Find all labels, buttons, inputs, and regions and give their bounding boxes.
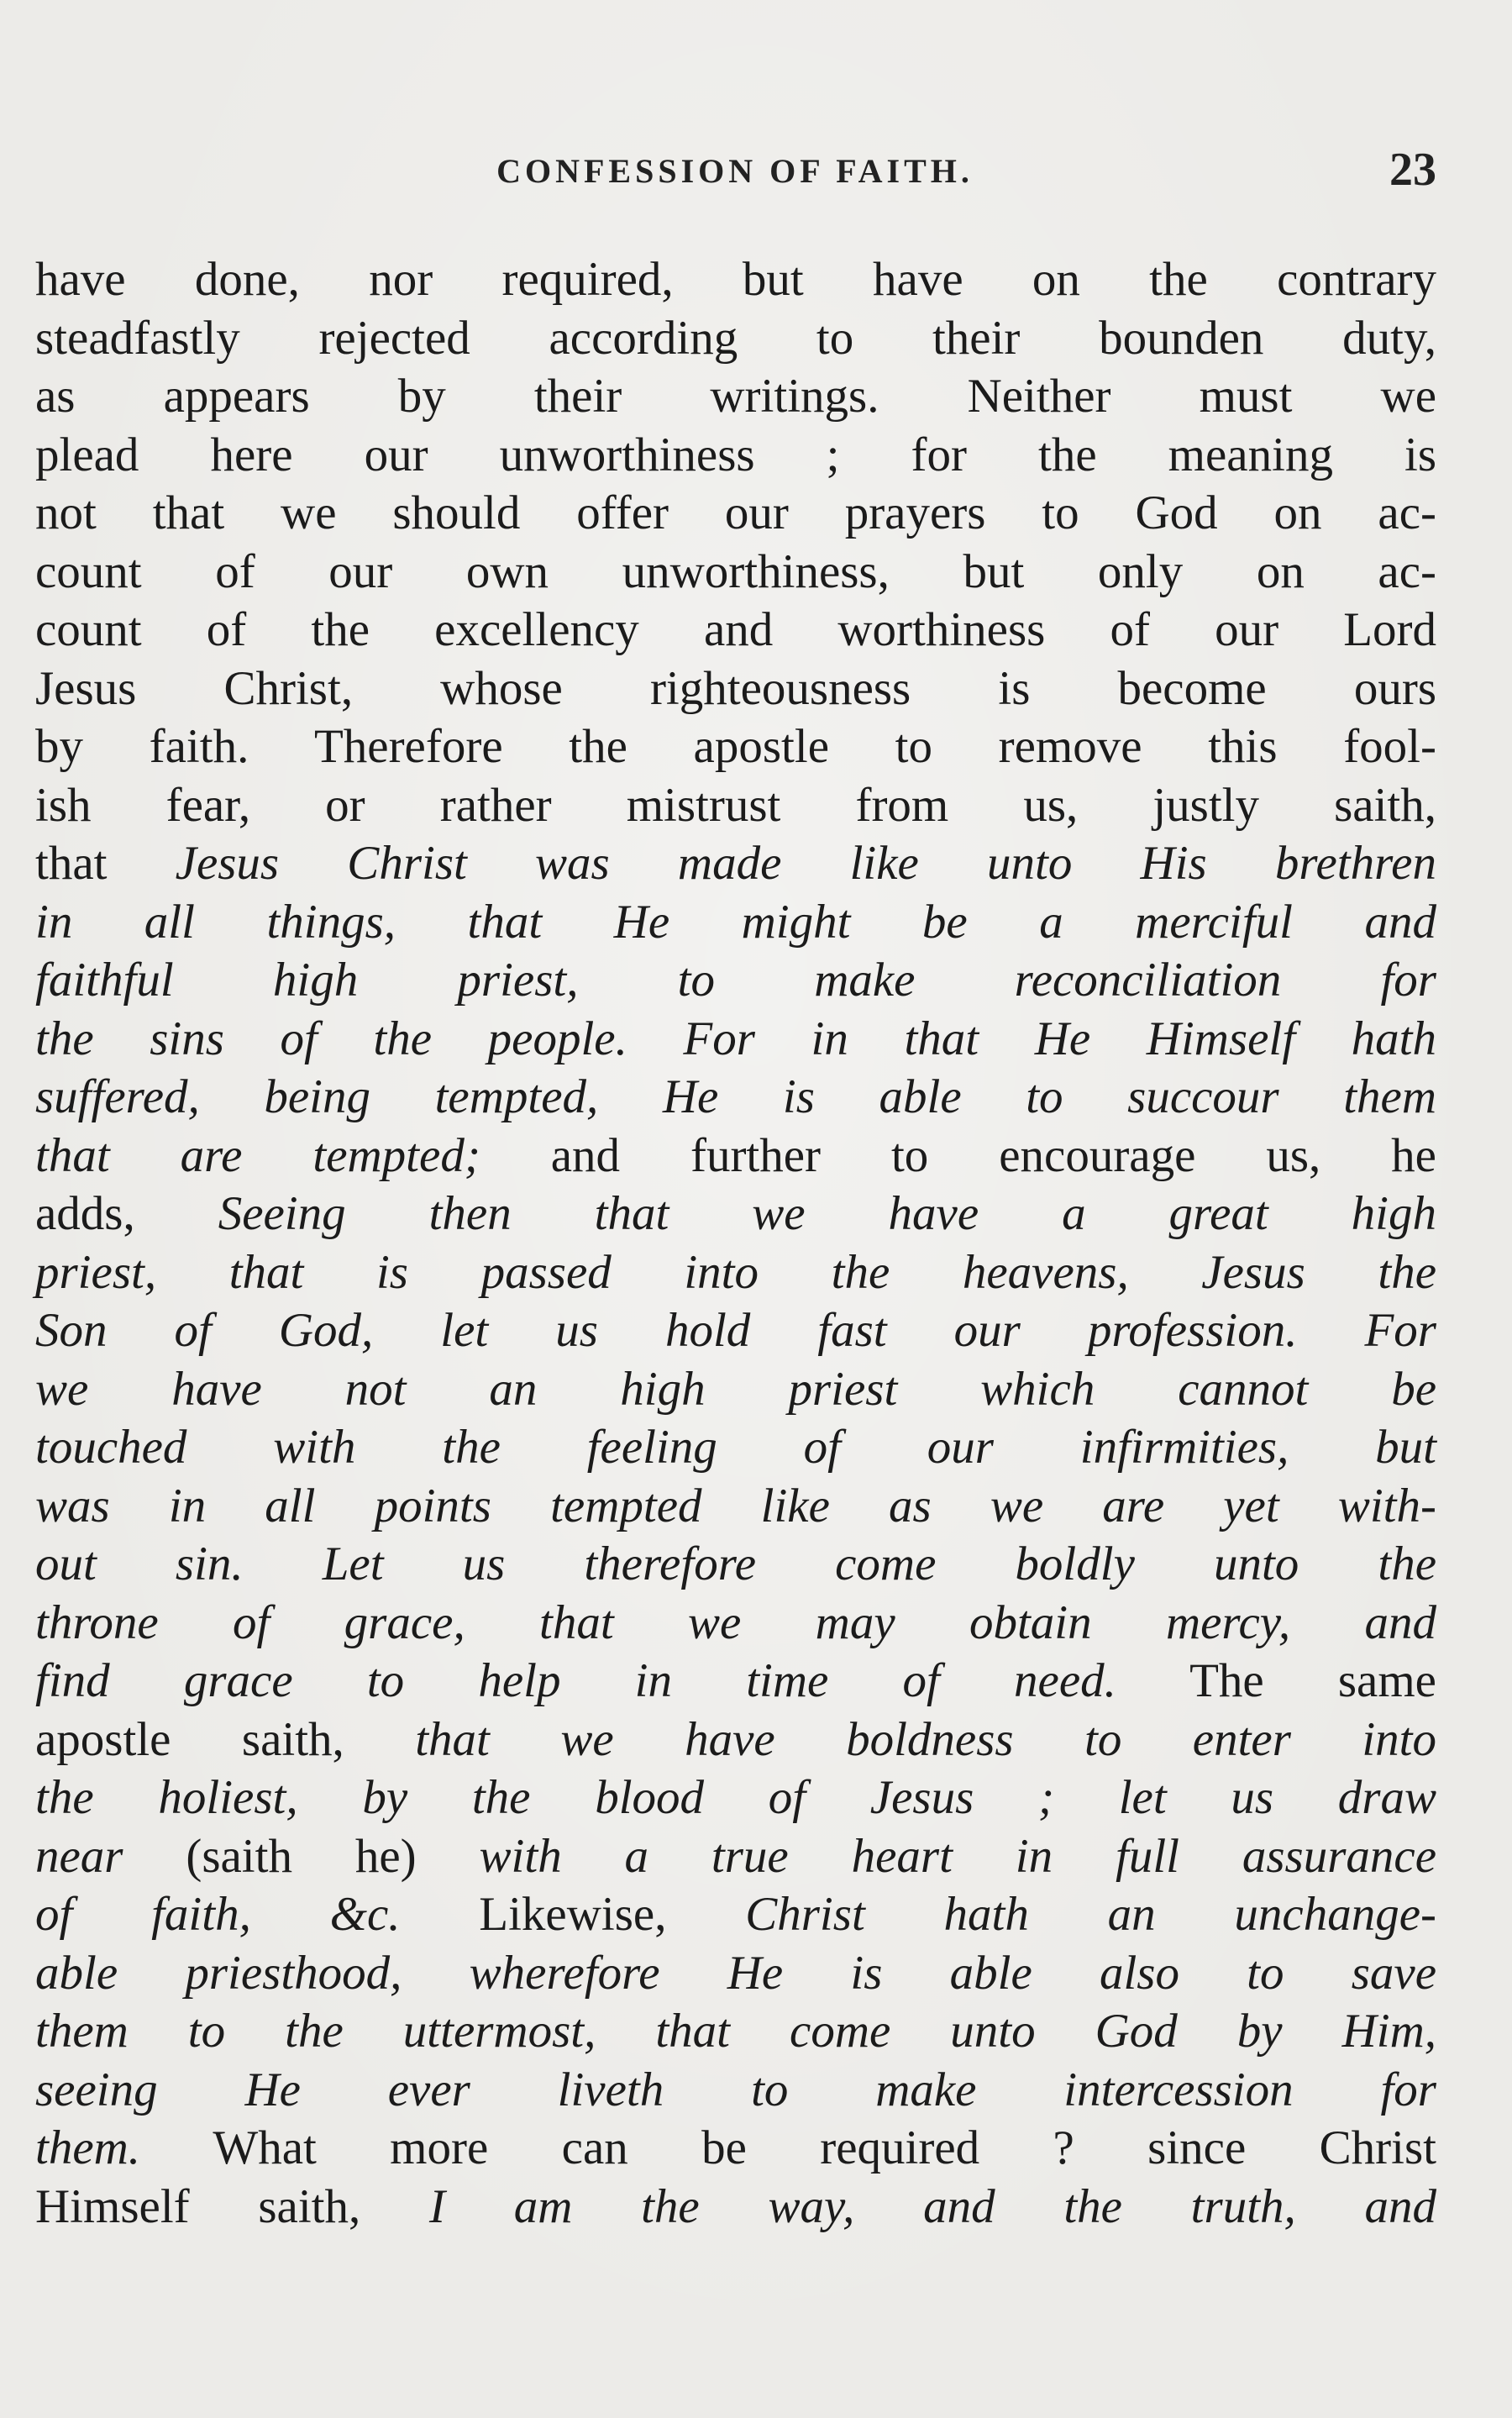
italic-text-run: them. (35, 2121, 141, 2174)
text-line (35, 1827, 1436, 1886)
text-line (35, 776, 1436, 835)
italic-text-run: out sin. Let us therefore come boldly unto the (35, 1538, 1436, 1590)
text-line (35, 1885, 1436, 1944)
text-run: Jesus Christ, whose righteousness is become ours (35, 661, 1436, 715)
italic-text-run: was in all points tempted like as we are yet with- (35, 1479, 1436, 1532)
text-line (35, 893, 1436, 952)
text-line (35, 1535, 1436, 1594)
text-run: steadfastly rejected according to their bounden duty, (35, 311, 1436, 365)
text-line (35, 951, 1436, 1010)
italic-text-run: them to the uttermost, that come unto God by Him, (35, 2005, 1436, 2058)
italic-text-run: faithful high priest, to make reconciliation for (35, 954, 1436, 1007)
text-line (35, 1243, 1436, 1302)
text-line (35, 2119, 1436, 2178)
text-run: What more can be required ? since Christ (140, 2121, 1436, 2174)
text-line (35, 601, 1436, 660)
text-run: The same (1116, 1654, 1436, 1707)
text-line (35, 367, 1436, 426)
text-run: that (35, 837, 176, 890)
italic-text-run: throne of grace, that we may obtain mercy, and (35, 1595, 1436, 1649)
text-run: adds, (35, 1187, 218, 1240)
text-line (35, 660, 1436, 718)
text-line (35, 484, 1436, 543)
text-run: (saith he) (123, 1829, 480, 1883)
text-line (35, 2178, 1436, 2237)
italic-text-run: seeing He ever liveth to make intercession for (35, 2063, 1436, 2116)
italic-text-run: with a true heart in full assurance (479, 1829, 1436, 1883)
italic-text-run: in all things, that He might be a merciful and (35, 895, 1436, 949)
text-line (35, 834, 1436, 893)
text-line (35, 1418, 1436, 1477)
italic-text-run: Jesus Christ was made like unto His brethren (175, 837, 1436, 890)
italic-text-run: that we have boldness to enter into (415, 1712, 1437, 1766)
text-run: ish fear, or rather mistrust from us, justly saith, (35, 778, 1436, 832)
running-head: CONFESSION OF FAITH. (496, 152, 974, 190)
text-line (35, 1185, 1436, 1243)
italic-text-run: suffered, being tempted, He is able to succour them (35, 1070, 1436, 1123)
text-run: count of our own unworthiness, but only on ac- (35, 544, 1436, 598)
text-line (35, 1010, 1436, 1069)
text-line (35, 543, 1436, 602)
text-run: have done, nor required, but have on the contrary (35, 253, 1436, 306)
text-run: Likewise, (400, 1888, 746, 1941)
text-line (35, 1944, 1436, 2003)
text-line (35, 1360, 1436, 1419)
italic-text-run: Christ hath an unchange- (745, 1888, 1436, 1941)
italic-text-run: Son of God, let us hold fast our profession. For (35, 1304, 1436, 1357)
italic-text-run: touched with the feeling of our infirmities, but (35, 1421, 1436, 1474)
italic-text-run: the sins of the people. For in that He Himself hath (35, 1012, 1436, 1065)
italic-text-run: priest, that is passed into the heavens, Jesus the (35, 1245, 1436, 1299)
text-line (35, 250, 1436, 309)
text-run: as appears by their writings. Neither must we (35, 370, 1436, 423)
italic-text-run: I am the way, and the truth, and (429, 2179, 1436, 2233)
text-line (35, 1127, 1436, 1185)
text-run: and further to encourage us, he (480, 1128, 1436, 1182)
text-line (35, 1068, 1436, 1127)
italic-text-run: find grace to help in time of need. (35, 1654, 1116, 1707)
text-run: plead here our unworthiness ; for the meaning is (35, 428, 1436, 481)
italic-text-run: able priesthood, wherefore He is able also to save (35, 1946, 1436, 2000)
italic-text-run: near (35, 1829, 123, 1883)
italic-text-run: that are tempted; (35, 1128, 480, 1182)
text-line (35, 309, 1436, 368)
text-line (35, 2061, 1436, 2120)
text-line (35, 1769, 1436, 1827)
italic-text-run: the holiest, by the blood of Jesus ; let us draw (35, 1771, 1436, 1824)
text-line (35, 426, 1436, 485)
text-line (35, 1711, 1436, 1769)
italic-text-run: we have not an high priest which cannot be (35, 1362, 1436, 1416)
text-run: apostle saith, (35, 1712, 416, 1766)
italic-text-run: Seeing then that we have a great high (218, 1187, 1437, 1240)
text-run: not that we should offer our prayers to God on ac- (35, 486, 1436, 539)
text-run: by faith. Therefore the apostle to remove this fool- (35, 720, 1436, 773)
text-line (35, 718, 1436, 776)
body-text (35, 250, 1436, 2236)
text-line (35, 1301, 1436, 1360)
text-line (35, 1652, 1436, 1711)
text-run: Himself saith, (35, 2179, 429, 2233)
page-header (34, 143, 1436, 202)
text-line (35, 1594, 1436, 1653)
text-line (35, 2002, 1436, 2061)
page-number: 23 (1389, 144, 1436, 196)
italic-text-run: of faith, &c. (35, 1888, 401, 1941)
text-line (35, 1477, 1436, 1536)
text-run: count of the excellency and worthiness of our Lord (35, 603, 1436, 656)
